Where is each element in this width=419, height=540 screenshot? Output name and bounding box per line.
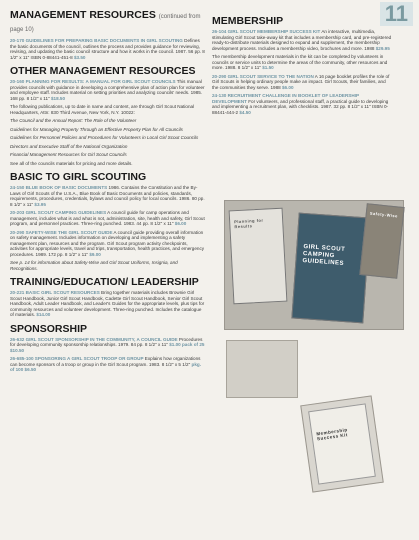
entry-title: 20-290 SAFETY-WISE THE GIRL SCOUT GUIDE — [10, 229, 113, 235]
entry-body: A 16 page booklet profiles the role of Girl Scouts in helping ordinary people make an impact. Girl Scouts, their families, and the communities they serve. — [212, 73, 390, 90]
entry-meta: 1988 — [364, 45, 375, 51]
entry-price: $29.95 — [375, 45, 390, 51]
entry — [10, 210, 206, 227]
entry — [10, 38, 206, 60]
entry-price: $1.00 pack of 25 $10.50 — [10, 342, 205, 353]
book-photo-single — [300, 395, 384, 492]
entry — [212, 74, 392, 91]
book-photo-group — [224, 200, 404, 330]
cover-photo-dark — [226, 340, 298, 398]
entry-title: 20-170 GUIDELINES FOR PREPARING BASIC DOCUMENTS IN GIRL SCOUTING — [10, 38, 183, 43]
management-sub: (continued from page 10) — [10, 14, 201, 33]
entry-meta: 1988. 8 1/2" x 11" — [225, 65, 261, 70]
entry — [10, 104, 206, 115]
entry — [212, 54, 392, 71]
entry-meta: 1983. 44 pp. 8 1/2" x 11" — [123, 221, 174, 226]
entry — [212, 29, 392, 51]
entry-price: $9.00 — [89, 251, 101, 257]
section-sponsorship: SPONSORSHIP — [10, 322, 88, 335]
book-cover-membership — [308, 403, 376, 484]
list-item: Guidelines for Personnel Policies and Procedures for Volunteers in Local Girl Scout Councils — [10, 135, 199, 140]
book-cover-camping — [291, 213, 370, 324]
entry-title: 26-685-100 SPONSORING A GIRL SCOUT TROOP OR GROUP — [10, 356, 144, 361]
book-cover-safety — [359, 203, 404, 279]
entry-body: Procedures for developing community sponsorship relationships. — [10, 336, 203, 347]
entry-price: pkg. of 100 $6.50 — [10, 361, 201, 372]
entry-body: A council guide providing overall information on safety management. Includes information on developing and implementing a safety management plan, resources and the program. Girl Scout program activity checkpoints, activities for appropriate levels, travel and trips, transportation, health practices, and emergency procedures. — [10, 229, 205, 257]
entry-meta: 1979. 84 pp. 8 1/2" x 11" — [118, 342, 168, 347]
entry-body: See p. 14 for information about Safety-Wise and Girl Scout Uniforms, Insignia, and Recognitions. — [10, 260, 178, 271]
section-basic: BASIC TO GIRL SCOUTING — [10, 171, 147, 183]
entry — [10, 337, 206, 354]
entry-title: 24-150 BLUE BOOK OF BASIC DOCUMENTS — [10, 185, 108, 190]
entry-title: 20-221 BASIC GIRL SCOUT RESOURCES — [10, 290, 100, 295]
entry-title: 26-104 GIRL SCOUT MEMBERSHIP SUCCESS KIT — [212, 29, 321, 34]
entry — [10, 290, 206, 318]
entry-body: The following publications, up to date in name and content, are through Girl Scout National Headquarters, Attn: 830 Third Avenue, New York, N.Y. 10022: — [10, 104, 195, 115]
list-item: Guidelines for Managing Property Through an Effective Property Plan for All Councils — [10, 126, 183, 132]
section-other-management: OTHER MANAGEMENT RESOURCES — [10, 65, 196, 77]
left-column — [10, 4, 206, 376]
entry-price: $6.00 — [282, 84, 294, 90]
entry-title: 26-632 GIRL SCOUT SPONSORSHIP IN THE COMMUNITY, A COUNCIL GUIDE — [10, 336, 178, 342]
entry-body: Explains how organizations can become sponsors of a troop or group in the Girl Scout program. — [10, 356, 201, 367]
book-label: Planning for Results — [234, 217, 264, 230]
entry-meta: 1988 — [270, 84, 281, 90]
entry — [10, 79, 206, 101]
entry-price: $3.50 — [73, 54, 86, 60]
entry-title: 24-130 RECRUITMENT CHALLENGE IN BOOKLET OF LEADERSHIP DEVELOPMENT — [212, 93, 359, 104]
entry-title: 20-290 GIRL SCOUT SERVICE TO THE NATION — [212, 73, 314, 79]
entry-body: 1986. Contains the Constitution and the By-Laws of Girl Scouts of the U.S.A., Blue Book of Basic Documents and policies, standards, requirements, procedures, credentials, bylaws and council policy for local councils. — [10, 185, 198, 201]
list-item: See all of the councils materials for pricing and more details. — [10, 160, 133, 166]
entry-meta: 1983. 8 1/2" x 5 1/2" — [148, 361, 191, 367]
book-label: Safety-Wise — [369, 210, 399, 219]
section-membership: MEMBERSHIP — [212, 15, 284, 27]
entry-body: Defines the basic documents of the council, outlines the process and provides guidance for reviewing, revising, and updating the basic council structure and how it works in the council. — [10, 38, 200, 54]
entry-price: $14.00 — [36, 312, 51, 317]
entry — [10, 230, 206, 258]
entry-body: This manual provides councils with guidance in developing a comprehensive plan of action plan for volunteer and employee staff. Includes material on setting priorities and analyzing councils' needs. — [10, 79, 205, 95]
entry — [10, 356, 206, 373]
section-training: TRAINING/EDUCATION/ LEADERSHIP — [10, 276, 199, 288]
entry-body: For volunteers, and professional staff, a practical guide to developing and implementing a recruitment plan, with checklists. — [212, 98, 389, 109]
entry-title: 20-203 GIRL SCOUT CAMPING GUIDELINES — [10, 210, 107, 215]
list-item: Financial Management Resources for Girl Scout Councils — [10, 152, 127, 157]
entry-price: $3.95 — [34, 201, 46, 207]
book-cover-planning — [229, 208, 288, 305]
entry-meta: 1987. 56 pp. 8 1/2" x 11" ISBN 0-88441-451-8 — [10, 49, 205, 60]
page-number: 11 — [380, 2, 413, 26]
entry-body: Bring together materials includes Brownie Girl Scout Handbook, Junior Girl Scout Handbook, Cadette Girl Scout Handbook, Senior Girl Scout Handbook, Adult Leader Handbook, and Leader's Guides for the appropriate levels, plus tips for community resources and volunteer development. Three-ring punched. Includes the catalogue of materials. — [10, 290, 205, 317]
entry-meta: 1985. 168 pp. 8 1/2" x 11" — [10, 90, 203, 101]
entry-price: $1.50 — [262, 65, 274, 70]
entry — [10, 185, 206, 207]
section-management — [10, 10, 206, 36]
entry-body: The membership development materials in the kit can be completed by volunteers in councils or service units to determine the areas of the community, other resources and more. — [212, 54, 388, 70]
list-item: The Council and the Annual Report: The Role of the Volunteer — [10, 118, 137, 123]
entry-meta: 1986. 80 pp. 8 1/2" x 11" — [10, 196, 205, 207]
entry-price: $18.50 — [50, 95, 66, 101]
entry — [212, 93, 392, 115]
entry-body: A council guide for camp operations and management, includes what is and what is not, administration, site, health and safety, Girl Scout program, and personnel practices. Three-ring punched. — [10, 210, 205, 226]
entry — [10, 260, 206, 271]
entry-price: $4.50 — [239, 109, 251, 115]
management-heading: MANAGEMENT RESOURCES — [10, 9, 156, 21]
list-item: Directors and Executive Staff of the National Organization — [10, 143, 128, 149]
entry-meta: 1987. 32 pp. 8 1/2" x 11" ISBN 0-88441-444-2 — [212, 104, 389, 115]
entry-body: An interactive, multimedia, stimulating Girl Scout take-away kit that includes a membership card, and pre-registered ready-to-distribute materials designed to expand and supplement, the membership development process. Includes a membership video, brochures and more. — [212, 29, 392, 51]
right-column — [212, 10, 392, 118]
entry-price: $6.00 — [174, 221, 187, 226]
book-label: Membership Success Kit — [316, 427, 349, 442]
book-label: GIRL SCOUT CAMPING GUIDELINES — [302, 244, 346, 267]
entry-title: 20-160 PLANNING FOR RESULTS: A MANUAL FOR GIRL SCOUT COUNCILS — [10, 79, 176, 84]
entry-meta: 1989. 172 pp. 8 1/2" x 11" — [35, 251, 89, 257]
